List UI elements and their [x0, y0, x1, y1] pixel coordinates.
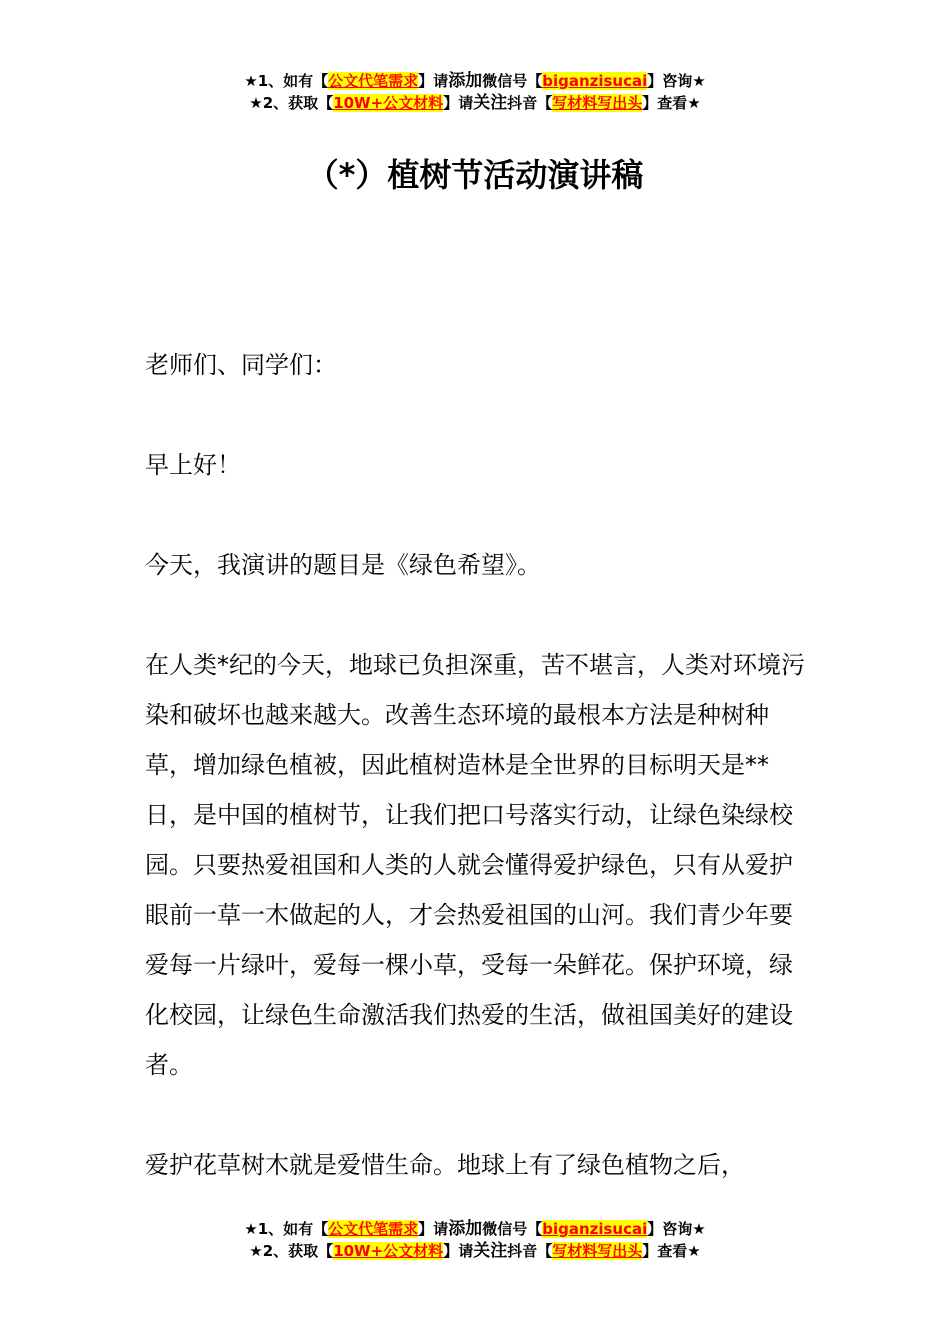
banner-highlight: 公文代笔需求	[328, 72, 419, 90]
document-body	[145, 340, 810, 1190]
document-title: （*）植树节活动演讲稿	[306, 156, 644, 194]
footer-banner	[0, 1218, 950, 1262]
banner-line-1: ★1、如有【公文代笔需求】请添加微信号【biganzisucai】咨询★	[244, 71, 706, 91]
body-paragraph: 爱护花草树木就是爱惜生命。地球上有了绿色植物之后，	[145, 1151, 745, 1179]
header-banner	[0, 70, 950, 114]
banner-highlight: 10W+公文材料	[333, 1242, 444, 1260]
banner-highlight: 公文代笔需求	[328, 1220, 419, 1238]
banner-highlight: biganzisucai	[542, 1220, 648, 1238]
banner-line-2: ★2、获取【10W+公文材料】请关注抖音【写材料写出头】查看★	[249, 93, 701, 113]
banner-highlight: biganzisucai	[542, 72, 648, 90]
banner-highlight: 10W+公文材料	[333, 94, 444, 112]
salutation: 早上好！	[145, 451, 241, 479]
banner-line-1: ★1、如有【公文代笔需求】请添加微信号【biganzisucai】咨询★	[244, 1219, 706, 1239]
banner-highlight: 写材料写出头	[552, 1242, 643, 1260]
greeting: 老师们、同学们：	[145, 351, 337, 379]
intro-paragraph: 今天，我演讲的题目是《绿色希望》。	[145, 551, 541, 579]
body-paragraph: 在人类*纪的今天，地球已负担深重，苦不堪言，人类对环境污染和破坏也越来越大。改善生态环境的最根本方法是种树种草，增加绿色植被，因此植树造林是全世界的目标明天是**日，是中国的植树节，让我们把口号落实行动，让绿色染绿校园。只要热爱祖国和人类的人就会懂得爱护绿色，只有从爱护眼前一草一木做起的人，才会热爱祖国的山河。我们青少年要爱每一片绿叶，爱每一棵小草，受每一朵鲜花。保护环境，绿化校园，让绿色生命激活我们热爱的生活，做祖国美好的建设者。	[145, 651, 805, 1079]
banner-line-2: ★2、获取【10W+公文材料】请关注抖音【写材料写出头】查看★	[249, 1241, 701, 1261]
banner-highlight: 写材料写出头	[552, 94, 643, 112]
